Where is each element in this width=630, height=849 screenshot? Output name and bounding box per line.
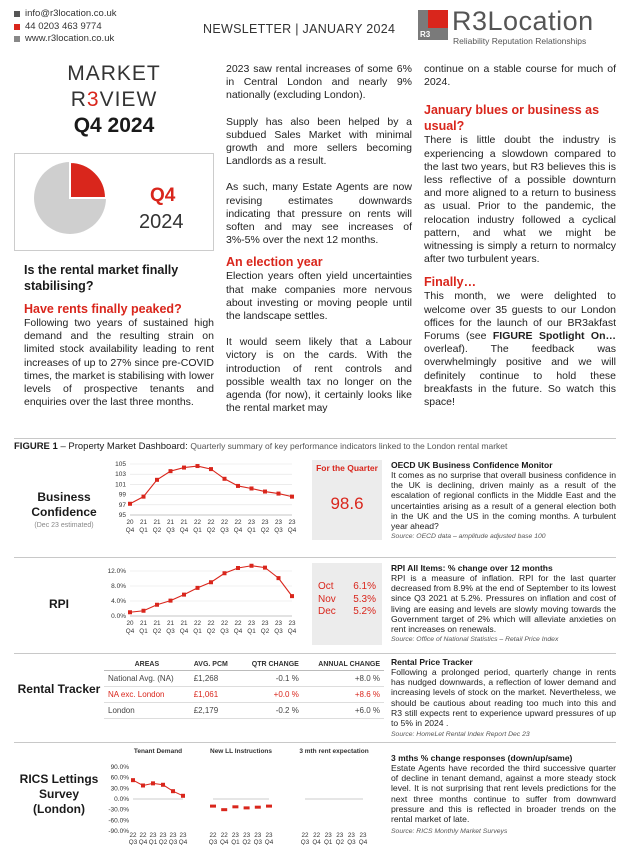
x-tick-label: 23 bbox=[247, 519, 256, 526]
x-tick-label: Q4 bbox=[125, 628, 135, 635]
row-divider-1 bbox=[14, 557, 616, 558]
email-icon bbox=[14, 11, 20, 17]
x-tick-label: 22 bbox=[234, 620, 242, 627]
y-tick-label: 99 bbox=[118, 491, 126, 499]
logo-icon bbox=[418, 10, 448, 40]
x-tick-label: 21 bbox=[153, 620, 161, 627]
rpi-chart bbox=[100, 563, 305, 649]
data-point bbox=[182, 593, 186, 597]
rental-label: Rental Tracker bbox=[17, 682, 101, 696]
data-point bbox=[196, 464, 200, 468]
data-point bbox=[131, 778, 135, 782]
x-tick-label: Q4 bbox=[312, 839, 321, 845]
figure-subtitle: Quarterly summary of key performance indicators linked to the London rental market bbox=[190, 441, 508, 451]
x-tick-label: 23 bbox=[359, 832, 367, 839]
y-tick-label: 103 bbox=[115, 471, 126, 479]
y-tick-label: 60.0% bbox=[110, 774, 129, 782]
col-header: ANNUAL CHANGE bbox=[303, 659, 384, 671]
x-tick-label: Q3 bbox=[220, 628, 229, 635]
data-point bbox=[223, 477, 227, 481]
rpi-months-list bbox=[312, 581, 382, 619]
y-tick-label: 0.0% bbox=[111, 613, 126, 620]
data-point bbox=[277, 492, 281, 496]
data-point bbox=[250, 486, 254, 490]
data-point bbox=[263, 566, 267, 570]
x-tick-label: Q3 bbox=[166, 527, 175, 534]
x-tick-label: Q4 bbox=[358, 839, 368, 845]
x-tick-label: 23 bbox=[265, 832, 273, 839]
x-tick-label: Q3 bbox=[128, 839, 138, 845]
logo-tagline: Reliability Reputation Relationships bbox=[453, 36, 587, 46]
data-point bbox=[266, 805, 272, 808]
x-tick-label: 23 bbox=[347, 832, 355, 839]
section-question: Is the rental market finally stabilising? bbox=[24, 263, 179, 293]
badge-quarter: Q4 bbox=[150, 185, 176, 206]
rics-chart-title: Tenant Demand bbox=[133, 748, 183, 755]
x-tick-label: 22 bbox=[220, 832, 228, 839]
x-tick-label: Q4 bbox=[178, 839, 188, 845]
data-point bbox=[141, 783, 145, 787]
bc-label: Business Confidence bbox=[31, 490, 97, 519]
para-election-1: Election years often yield uncertainties that make companies more nervous about investing or moving people until the landscape settles. bbox=[226, 270, 412, 323]
col-header: AREAS bbox=[104, 659, 190, 671]
table-cell: National Avg. (NA) bbox=[104, 671, 190, 687]
x-tick-label: 22 bbox=[313, 832, 321, 839]
table-cell: +6.0 % bbox=[303, 703, 384, 719]
para-election-2: It would seem likely that a Labour victory is on the cards. With the introduction of rent controls and possible wealth tax no longer on the agenda (for now), it certainly looks like the rental market may bbox=[226, 336, 412, 415]
x-tick-label: Q3 bbox=[300, 839, 310, 845]
x-tick-label: 23 bbox=[149, 832, 157, 839]
table-cell: -0.2 % bbox=[239, 703, 303, 719]
x-tick-label: Q3 bbox=[166, 628, 175, 635]
x-tick-label: 22 bbox=[193, 620, 202, 627]
data-point bbox=[236, 566, 240, 570]
x-tick-label: Q1 bbox=[247, 527, 256, 534]
x-tick-label: 21 bbox=[180, 519, 188, 526]
y-tick-label: 95 bbox=[118, 512, 126, 519]
x-tick-label: Q4 bbox=[179, 628, 189, 635]
bc-desc: It comes as no surprise that overall business confidence in the UK is declining, driven mainly as a result of the escalation of regional conflicts in the Middle East and the uncertainties arising as a result of a general election both in the UK and the US in the coming months. A turbulent year ahead? bbox=[391, 470, 616, 532]
x-tick-label: 23 bbox=[254, 832, 262, 839]
x-tick-label: 23 bbox=[169, 832, 177, 839]
newsletter-title: NEWSLETTER | JANUARY 2024 bbox=[203, 22, 396, 36]
x-tick-label: 23 bbox=[231, 832, 239, 839]
y-tick-label: 101 bbox=[115, 481, 126, 489]
logo-box-text: R3 bbox=[420, 30, 431, 39]
y-tick-label: 90.0% bbox=[110, 764, 129, 771]
data-point bbox=[171, 789, 175, 793]
data-point bbox=[210, 805, 216, 808]
data-point bbox=[223, 571, 227, 575]
masthead-line2: R3VIEW bbox=[70, 88, 158, 111]
para-supply: Supply has also been helped by a subdued Sales Market with minimal growth and more sellers becoming Landlords as a result. bbox=[226, 115, 412, 168]
table-cell: London bbox=[104, 703, 190, 719]
figure-header bbox=[14, 441, 507, 452]
y-tick-label: 97 bbox=[118, 501, 126, 509]
rics-desc-title: 3 mths % change responses (down/up/same) bbox=[391, 753, 573, 763]
y-tick-label: -60.0% bbox=[108, 817, 129, 825]
x-tick-label: 21 bbox=[166, 620, 175, 627]
para-rents-peaked: Following two years of sustained high demand and the resulting strain on limited stock availability leading to rent increases of up to 27% since pre-COVID times, the market is stabilising with lower levels of prospective tenants and enquiries over the last three months. bbox=[24, 317, 214, 409]
email-row[interactable] bbox=[14, 8, 117, 21]
rpi-month-row: Oct 6.1% bbox=[318, 581, 376, 592]
x-tick-label: 23 bbox=[274, 519, 283, 526]
web-text: www.r3location.co.uk bbox=[25, 33, 115, 44]
x-tick-label: 23 bbox=[261, 519, 269, 526]
data-point bbox=[209, 580, 213, 584]
rental-label-block bbox=[14, 682, 104, 697]
x-tick-label: 23 bbox=[247, 620, 256, 627]
data-point bbox=[155, 478, 159, 482]
x-tick-label: 23 bbox=[324, 832, 332, 839]
x-tick-label: 21 bbox=[139, 519, 148, 526]
rpi-desc: RPI is a measure of inflation. RPI for the last quarter decreased from 8.9% at the end of September to its lowest since Q3 2021 at 5.2%. Pressures on inflation and cost of living are easing and levels are slowly moving towards the Government target of 2% which will alleviate anxieties on rent increases on renewals. bbox=[391, 573, 616, 635]
para-estimates: As such, many Estate Agents are now revising estimates downwards indicating that pressure on rents will soften and may see increases of 3%-5% over the next 12 months. bbox=[226, 181, 412, 247]
x-tick-label: 22 bbox=[207, 519, 215, 526]
heading-rents-peaked: Have rents finally peaked? bbox=[24, 302, 182, 316]
rics-charts bbox=[95, 745, 385, 845]
x-tick-label: 23 bbox=[159, 832, 167, 839]
rics-chart-title: New LL Instructions bbox=[210, 748, 272, 755]
data-point bbox=[255, 806, 261, 809]
col-header: QTR CHANGE bbox=[239, 659, 303, 671]
logo-text: R3Location bbox=[452, 6, 594, 36]
bc-quarter-box bbox=[312, 460, 382, 540]
rpi-month-row: Dec 5.2% bbox=[318, 606, 376, 617]
x-tick-label: 22 bbox=[220, 519, 229, 526]
x-tick-label: 23 bbox=[179, 832, 187, 839]
data-point bbox=[263, 490, 267, 494]
x-tick-label: 23 bbox=[336, 832, 344, 839]
heading-finally: Finally… bbox=[424, 275, 477, 290]
x-tick-label: Q4 bbox=[287, 527, 297, 534]
bc-for-quarter: For the Quarter bbox=[316, 463, 378, 473]
rics-source: Source: RICS Monthly Market Surveys bbox=[391, 828, 508, 836]
rental-desc: Following a prolonged period, quarterly change in rents has nudged downwards, a reflection of lower demand and increasing levels of stock on the market. Nevertheless, we should be cautious about reading too much into this and R3 still expects rent to experience upward pressures of up to 5% in 2024 . bbox=[391, 667, 616, 729]
x-tick-label: Q2 bbox=[260, 527, 270, 534]
y-tick-label: 4.0% bbox=[111, 598, 126, 605]
para-2023: 2023 saw rental increases of some 6% in Central London and nearly 9% nationally (excluding London). bbox=[226, 63, 412, 102]
rics-chart-title: 3 mth rent expectation bbox=[299, 748, 369, 755]
rpi-desc-title: RPI All Items: % change over 12 months bbox=[391, 563, 553, 573]
rental-desc-title: Rental Price Tracker bbox=[391, 657, 473, 667]
phone-row bbox=[14, 21, 117, 34]
y-tick-label: 12.0% bbox=[107, 568, 126, 575]
data-point bbox=[196, 586, 200, 590]
x-tick-label: 22 bbox=[234, 519, 242, 526]
x-tick-label: Q4 bbox=[287, 628, 297, 635]
x-tick-label: 21 bbox=[180, 620, 188, 627]
data-point bbox=[244, 806, 250, 809]
y-tick-label: -90.0% bbox=[108, 828, 129, 835]
figure-title: – Property Market Dashboard: bbox=[57, 441, 191, 452]
data-point bbox=[169, 599, 173, 603]
web-row[interactable] bbox=[14, 33, 117, 46]
data-point bbox=[151, 781, 155, 785]
heading-january: January blues or business as usual? bbox=[424, 103, 600, 134]
x-tick-label: Q1 bbox=[139, 527, 148, 534]
rpi-months-box bbox=[312, 563, 382, 645]
x-tick-label: 22 bbox=[209, 832, 217, 839]
contact-block bbox=[14, 8, 117, 46]
column-3 bbox=[424, 63, 616, 409]
rpi-source: Source: Office of National Statistics – Retail Price Index bbox=[391, 636, 559, 644]
rental-source: Source: HomeLet Rental Index Report Dec 23 bbox=[391, 731, 530, 739]
heading-election: An election year bbox=[226, 255, 323, 270]
x-tick-label: Q4 bbox=[138, 839, 148, 845]
x-tick-label: 22 bbox=[301, 832, 309, 839]
series-line bbox=[130, 466, 292, 504]
row-divider-3 bbox=[14, 742, 616, 743]
table-row bbox=[104, 703, 384, 719]
x-tick-label: Q4 bbox=[264, 839, 274, 845]
rics-desc: Estate Agents have recorded the third successive quarter of decline in tenant demand, against a more steady stock level. It is not surprising that rent levels predictions for the next three months continue to suffer from downward pressure and this is reflected in broader trends on the rental market of late. bbox=[391, 763, 616, 825]
bc-source: Source: OECD data – amplitude adjusted base 100 bbox=[391, 533, 546, 541]
masthead-line3: Q4 2024 bbox=[73, 114, 155, 137]
x-tick-label: Q2 bbox=[242, 839, 251, 845]
x-tick-label: Q1 bbox=[231, 839, 240, 845]
x-tick-label: Q3 bbox=[274, 628, 283, 635]
x-tick-label: Q2 bbox=[152, 527, 162, 534]
x-tick-label: Q1 bbox=[193, 628, 202, 635]
rpi-label: RPI bbox=[48, 597, 69, 611]
table-cell: £1,061 bbox=[190, 687, 239, 703]
phone-icon bbox=[14, 24, 20, 30]
rental-table bbox=[104, 659, 384, 719]
email-text: info@r3location.co.uk bbox=[25, 8, 117, 19]
data-point bbox=[128, 502, 132, 506]
phone-text: 44 0203 463 9774 bbox=[25, 20, 102, 32]
x-tick-label: 23 bbox=[288, 519, 296, 526]
bc-value: 98.6 bbox=[330, 494, 364, 513]
rpi-desc-block bbox=[391, 563, 616, 643]
badge-year: 2024 bbox=[139, 211, 184, 233]
figure-spotlight-link[interactable]: FIGURE Spotlight On… bbox=[492, 330, 616, 343]
x-tick-label: Q3 bbox=[274, 527, 283, 534]
x-tick-label: 23 bbox=[288, 620, 296, 627]
x-tick-label: Q2 bbox=[206, 527, 216, 534]
table-cell: +0.0 % bbox=[239, 687, 303, 703]
y-tick-label: 105 bbox=[115, 461, 126, 468]
col-header: AVG. PCM bbox=[190, 659, 239, 671]
x-tick-label: Q2 bbox=[206, 628, 216, 635]
x-tick-label: Q2 bbox=[158, 839, 168, 845]
table-row bbox=[104, 687, 384, 703]
data-point bbox=[236, 484, 240, 488]
column-1 bbox=[24, 262, 214, 409]
data-point bbox=[181, 794, 185, 798]
rpi-month-row: Nov 5.3% bbox=[318, 593, 376, 605]
x-tick-label: Q4 bbox=[179, 527, 189, 534]
x-tick-label: Q3 bbox=[347, 839, 356, 845]
masthead-line1: MARKET bbox=[67, 62, 161, 85]
y-tick-label: -30.0% bbox=[108, 806, 129, 814]
data-point bbox=[161, 783, 165, 787]
table-cell: -0.1 % bbox=[239, 671, 303, 687]
bc-desc-title: OECD UK Business Confidence Monitor bbox=[391, 460, 553, 470]
data-point bbox=[155, 603, 159, 607]
rics-label-block bbox=[14, 772, 104, 817]
rental-table-header bbox=[104, 659, 384, 671]
table-cell: £2,179 bbox=[190, 703, 239, 719]
rics-desc-block bbox=[391, 753, 616, 835]
x-tick-label: Q2 bbox=[152, 628, 162, 635]
table-cell: +8.6 % bbox=[303, 687, 384, 703]
y-tick-label: 8.0% bbox=[111, 583, 126, 590]
rics-label: RICS Lettings Survey (London) bbox=[19, 772, 99, 816]
x-tick-label: 20 bbox=[126, 620, 134, 627]
x-tick-label: Q4 bbox=[125, 527, 135, 534]
x-tick-label: 20 bbox=[126, 519, 134, 526]
quarter-badge-graphic bbox=[14, 153, 214, 251]
x-tick-label: 21 bbox=[139, 620, 148, 627]
row-divider-2 bbox=[14, 653, 616, 654]
x-tick-label: 23 bbox=[243, 832, 251, 839]
bc-label-block bbox=[14, 490, 114, 529]
figure-label: FIGURE 1 bbox=[14, 441, 58, 452]
x-tick-label: Q2 bbox=[260, 628, 270, 635]
masthead bbox=[14, 62, 214, 138]
data-point bbox=[277, 576, 281, 580]
x-tick-label: Q3 bbox=[220, 527, 229, 534]
x-tick-label: Q1 bbox=[247, 628, 256, 635]
x-tick-label: 22 bbox=[220, 620, 229, 627]
x-tick-label: Q1 bbox=[148, 839, 158, 845]
data-point bbox=[142, 609, 146, 613]
y-tick-label: 30.0% bbox=[110, 785, 129, 793]
table-row bbox=[104, 671, 384, 687]
x-tick-label: 21 bbox=[166, 519, 175, 526]
web-icon bbox=[14, 36, 20, 42]
data-point bbox=[290, 594, 294, 598]
x-tick-label: 22 bbox=[139, 832, 147, 839]
x-tick-label: Q1 bbox=[193, 527, 202, 534]
data-point bbox=[232, 805, 238, 808]
data-point bbox=[209, 467, 213, 471]
rpi-label-block bbox=[14, 597, 104, 612]
x-tick-label: Q3 bbox=[168, 839, 178, 845]
x-tick-label: 22 bbox=[193, 519, 202, 526]
x-tick-label: 21 bbox=[153, 519, 161, 526]
data-point bbox=[221, 808, 227, 811]
data-point bbox=[128, 610, 132, 614]
para-continue: continue on a stable course for much of 2024. bbox=[424, 63, 616, 89]
table-cell: £1,268 bbox=[190, 671, 239, 687]
x-tick-label: Q3 bbox=[208, 839, 218, 845]
data-point bbox=[142, 495, 146, 499]
x-tick-label: Q4 bbox=[233, 527, 243, 534]
table-cell: NA exc. London bbox=[104, 687, 190, 703]
para-finally: This month, we were delighted to welcome over 35 guests to our London offices for the launch of our BR3akfast Forums (see FIGURE Spotlight On… overleaf). The feedback was overwhelmingly positive and we will definitely continue to hold these breakfasts in the future. So watch this space! bbox=[424, 290, 616, 409]
y-tick-label: 0.0% bbox=[114, 796, 129, 803]
x-tick-label: Q3 bbox=[253, 839, 263, 845]
x-tick-label: Q4 bbox=[233, 628, 243, 635]
series-line bbox=[130, 566, 292, 613]
x-tick-label: 22 bbox=[129, 832, 137, 839]
x-tick-label: 23 bbox=[261, 620, 269, 627]
x-tick-label: Q1 bbox=[139, 628, 148, 635]
x-tick-label: Q1 bbox=[323, 839, 333, 845]
table-cell: +8.0 % bbox=[303, 671, 384, 687]
series-line bbox=[133, 780, 183, 796]
x-tick-label: Q4 bbox=[219, 839, 229, 845]
data-point bbox=[250, 564, 254, 568]
rental-desc-block bbox=[391, 657, 616, 738]
data-point bbox=[169, 469, 173, 473]
para-january: There is little doubt the industry is experiencing a slowdown compared to the last two years, but R3 believes this is less reflective of a possible downturn and more aligned to a return to business as usual. Prior to the pandemic, the relocation industry followed a cyclical pattern, and what we might be witnessing is simply a return to normalcy after two turbulent years. bbox=[424, 134, 616, 266]
x-tick-label: 22 bbox=[207, 620, 215, 627]
figure-top-rule bbox=[14, 438, 616, 439]
bc-note: (Dec 23 estimated) bbox=[34, 522, 94, 529]
bc-chart bbox=[110, 458, 302, 542]
data-point bbox=[290, 495, 294, 499]
x-tick-label: Q2 bbox=[335, 839, 345, 845]
x-tick-label: 23 bbox=[274, 620, 283, 627]
column-2 bbox=[226, 63, 412, 415]
data-point bbox=[182, 466, 186, 470]
bc-desc-block bbox=[391, 460, 616, 540]
